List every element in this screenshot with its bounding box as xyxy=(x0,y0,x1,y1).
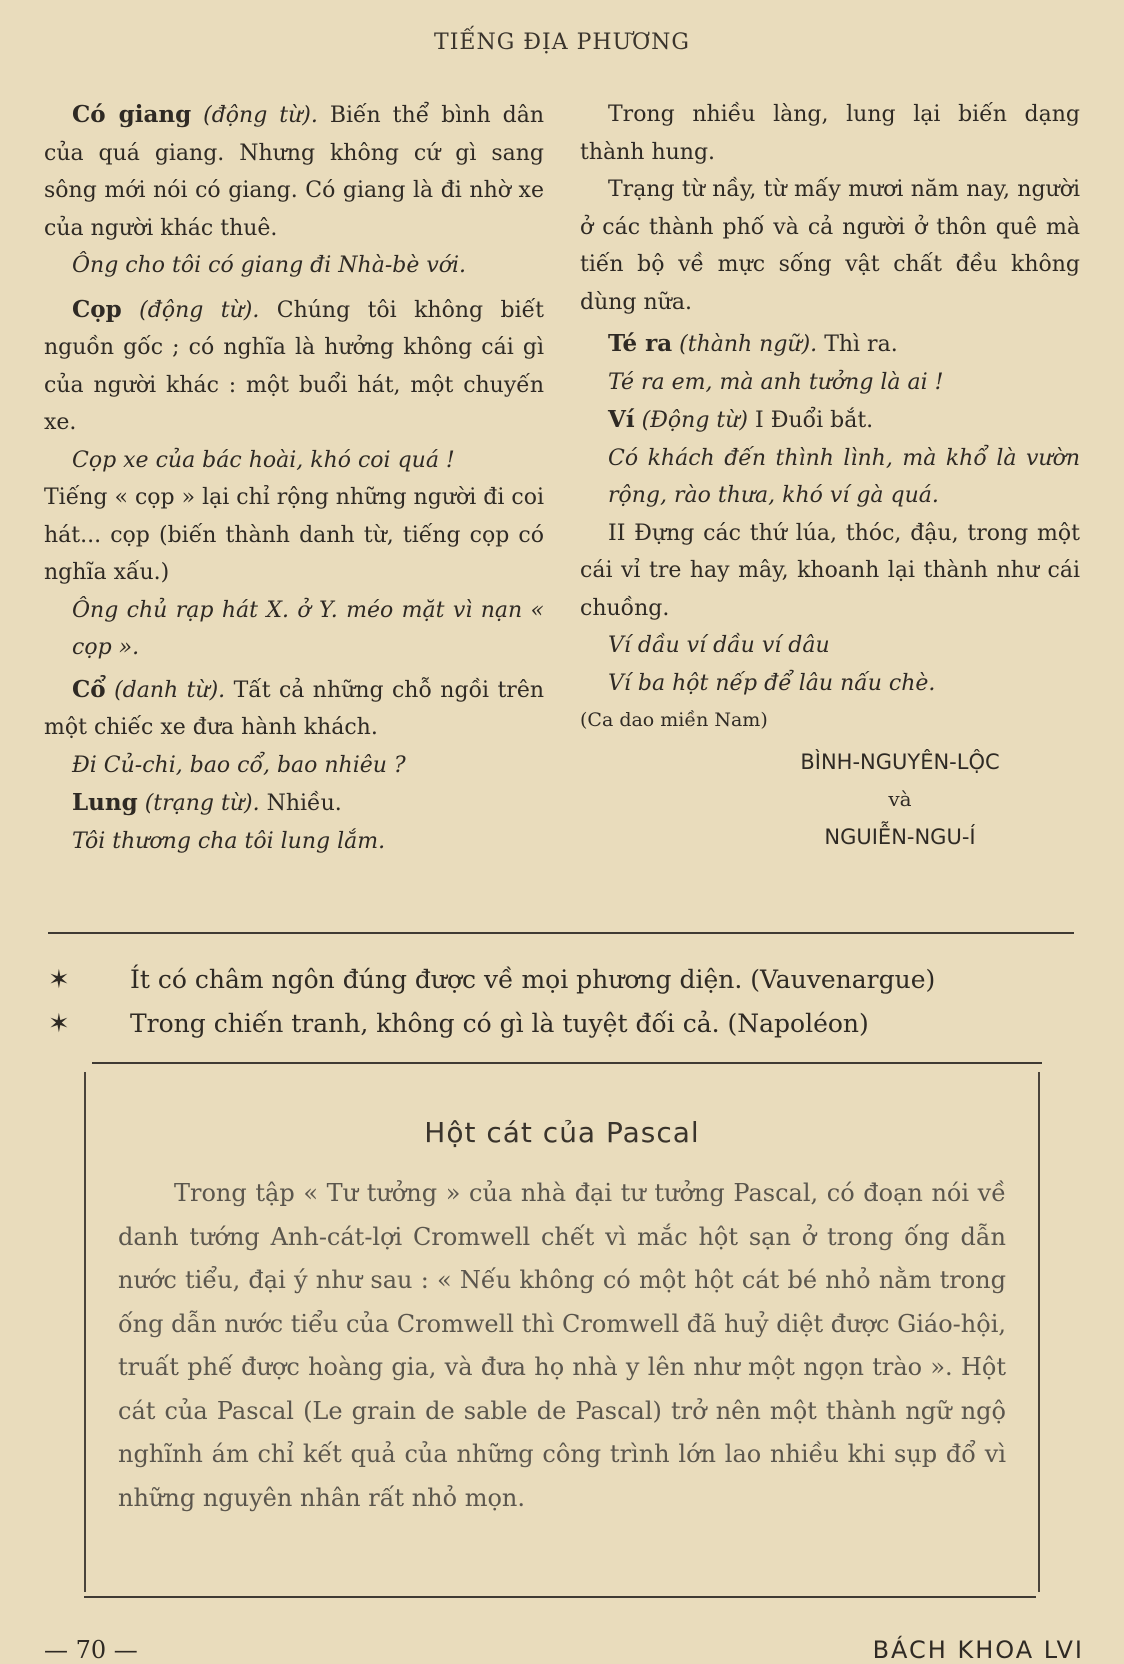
part-of-speech: (động từ). xyxy=(139,297,260,323)
right-column xyxy=(580,96,1080,856)
maxim xyxy=(48,958,1078,1002)
definition: Nhiều. xyxy=(266,791,342,816)
article-paragraph: Trong tập « Tư tưởng » của nhà đại tư tưởng Pascal, có đoạn nói về danh tướng Anh-cát-lợi Cromwell chết vì mắc hột sạn ở trong ống dẫn nước tiểu, đại ý như sau : « Nếu không có một hột cát bé nhỏ nằm trong ống dẫn nước tiểu của Cromwell thì Cromwell đã huỷ diệt được Giáo-hội, truất phế được hoàng gia, và đưa họ nhà y lên như một ngọn trào ». Hột cát của Pascal (Le grain de sable de Pascal) trở nên một thành ngữ ngộ nghĩnh ám chỉ kết quả của những công trình lớn lao nhiều khi sụp đổ vì những nguyên nhân rất nhỏ mọn. xyxy=(118,1179,1006,1512)
entry-vi xyxy=(580,401,1080,740)
maxim-text: Ít có châm ngôn đúng được về mọi phương diện. (Vauvenargue) xyxy=(130,965,936,994)
part-of-speech: (động từ). xyxy=(203,103,318,128)
verse-line: Ví ba hột nếp để lâu nấu chè. xyxy=(608,670,936,696)
maxims xyxy=(48,958,1078,1046)
part-of-speech: (Động từ) xyxy=(641,408,749,433)
headword: Có giang xyxy=(72,101,192,128)
definition: Chúng tôi không biết nguồn gốc ; có nghĩa là hưởng không cái gì của người khác : một buổi hát, một chuyến xe. xyxy=(44,297,544,435)
entry-co xyxy=(44,671,544,785)
example: Tôi thương cha tôi lung lắm. xyxy=(72,828,386,854)
left-column xyxy=(44,96,544,860)
maxim xyxy=(48,1002,1078,1046)
headword: Cổ xyxy=(72,675,106,703)
definition: Biến thể bình dân của quá giang. Nhưng không cứ gì sang sông mới nói có giang. Có giang là đi nhờ xe của người khác thuê. xyxy=(44,103,544,241)
divider xyxy=(48,932,1074,934)
divider xyxy=(92,1062,1042,1064)
part-of-speech: (danh từ). xyxy=(114,677,226,703)
lung-note: Trạng từ nầy, từ mấy mươi năm nay, người ở các thành phố và cả người ở thôn quê mà tiến bộ về mực sống vật chất đều không dùng nữa. xyxy=(580,177,1080,315)
author-name: NGUIỄN-NGU-Í xyxy=(824,824,976,849)
headword: Cọp xyxy=(72,295,122,323)
sense-2: II Đựng các thứ lúa, thóc, đậu, trong một cái vỉ tre hay mây, khoanh lại thành như cái chuồng. xyxy=(580,520,1080,621)
entry-cop xyxy=(44,291,544,667)
example: Có khách đến thình lình, mà khổ là vườn rộng, rào thưa, khó ví gà quá. xyxy=(608,445,1080,508)
definition: I Đuổi bắt. xyxy=(755,408,874,433)
article-title: Hột cát của Pascal xyxy=(424,1116,700,1149)
entry-lung xyxy=(44,784,544,860)
definition: Tất cả những chỗ ngồi trên một chiếc xe đưa hành khách. xyxy=(44,677,545,740)
author-conjunction: và xyxy=(888,787,912,811)
entry-te-ra xyxy=(580,325,1080,401)
star-icon: ✶ xyxy=(48,965,70,995)
citation: (Ca dao miền Nam) xyxy=(580,709,768,731)
headword: Ví xyxy=(608,406,635,433)
page-number: — 70 — xyxy=(44,1636,138,1664)
verse-line: Ví dầu ví dầu ví dâu xyxy=(608,633,830,658)
lung-continuation: Trong nhiều làng, lung lại biến dạng thành hung. xyxy=(580,102,1080,165)
maxim-text: Trong chiến tranh, không có gì là tuyệt đối cả. (Napoléon) xyxy=(130,1009,869,1038)
part-of-speech: (trạng từ). xyxy=(144,791,260,816)
article-body xyxy=(118,1172,1006,1520)
author-name: BÌNH-NGUYÊN-LỘC xyxy=(800,749,1000,774)
headword: Lung xyxy=(72,789,138,816)
star-icon: ✶ xyxy=(48,1009,70,1039)
divider xyxy=(84,1596,1036,1598)
entry-co-giang xyxy=(44,96,544,285)
example: Ông cho tôi có giang đi Nhà-bè với. xyxy=(72,253,467,278)
example: Té ra em, mà anh tưởng là ai ! xyxy=(608,369,944,395)
note: Tiếng « cọp » lại chỉ rộng những người đi coi hát... cọp (biến thành danh từ, tiếng cọp có nghĩa xấu.) xyxy=(44,485,544,585)
example: Đi Củ-chi, bao cổ, bao nhiêu ? xyxy=(72,752,406,778)
headword: Té ra xyxy=(608,330,673,357)
publication-name: BÁCH KHOA LVI xyxy=(872,1636,1084,1664)
running-head: TIẾNG ĐỊA PHƯƠNG xyxy=(434,30,690,55)
example: Cọp xe của bác hoài, khó coi quá ! xyxy=(72,447,455,473)
example: Ông chủ rạp hát X. ở Y. méo mặt vì nạn « cọp ». xyxy=(72,597,544,660)
definition: Thì ra. xyxy=(824,332,898,357)
part-of-speech: (thành ngữ). xyxy=(679,332,818,357)
boxed-article xyxy=(84,1072,1040,1592)
